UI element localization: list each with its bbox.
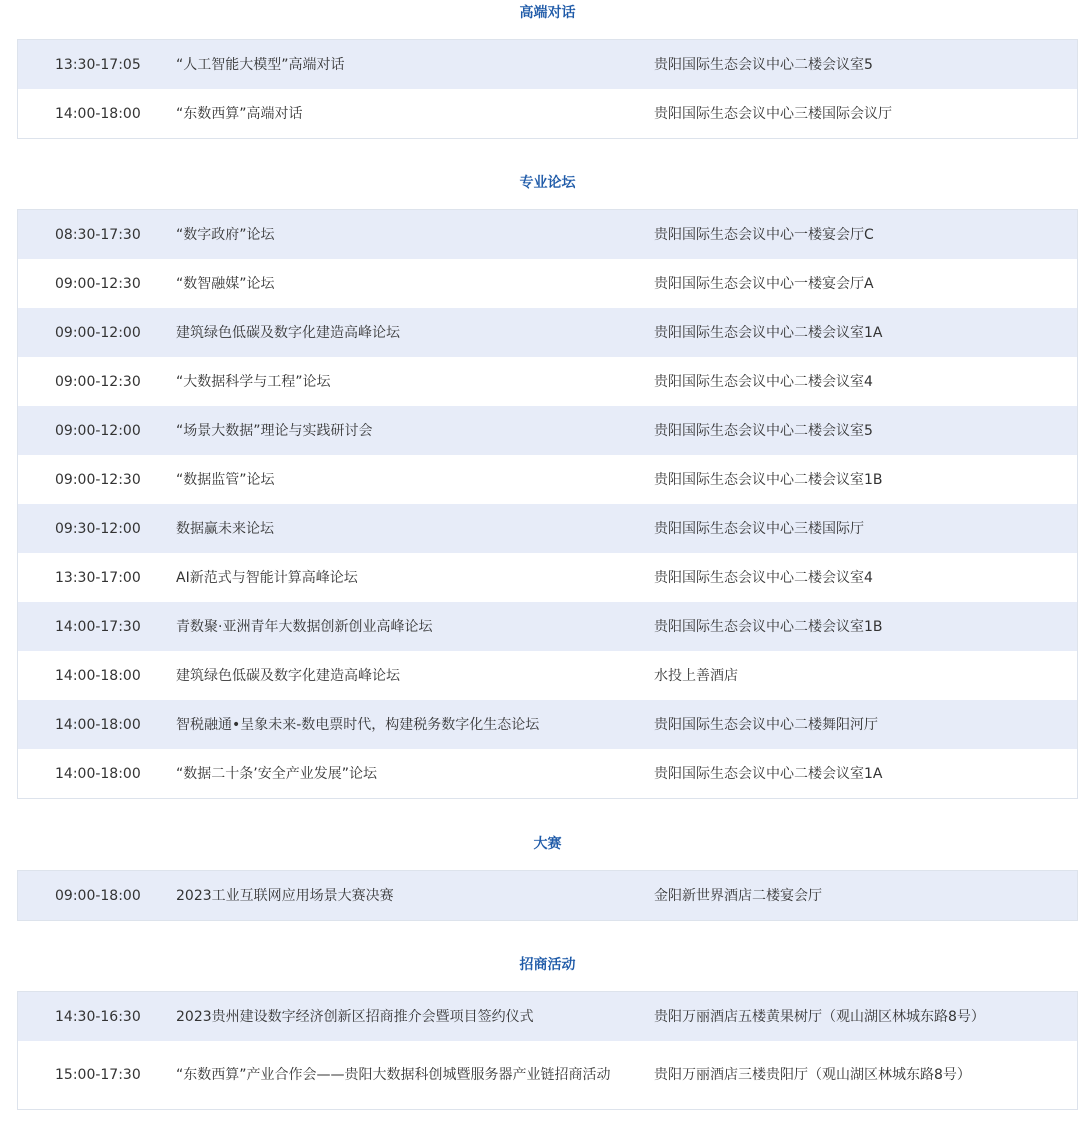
session-venue: 金阳新世界酒店二楼宴会厅 xyxy=(654,887,822,904)
session-name: “场景大数据”理论与实践研讨会 xyxy=(176,422,373,439)
schedule-table-investment-events xyxy=(17,991,1078,1110)
session-time: 09:00-18:00 xyxy=(55,887,141,904)
table-row xyxy=(18,89,1077,138)
table-row xyxy=(18,210,1077,259)
session-venue: 贵阳国际生态会议中心二楼舞阳河厅 xyxy=(654,716,878,733)
table-row xyxy=(18,553,1077,602)
table-row xyxy=(18,357,1077,406)
table-row xyxy=(18,871,1077,920)
session-venue: 贵阳国际生态会议中心二楼会议室1A xyxy=(654,324,883,341)
session-time: 09:00-12:00 xyxy=(55,422,141,439)
session-time: 14:00-18:00 xyxy=(55,765,141,782)
section-title-professional-forums: 专业论坛 xyxy=(519,175,576,191)
session-venue: 贵阳万丽酒店五楼黄果树厅（观山湖区林城东路8号） xyxy=(654,1008,985,1025)
session-venue: 贵阳国际生态会议中心二楼会议室1B xyxy=(654,471,883,488)
session-time: 09:00-12:00 xyxy=(55,324,141,341)
session-time: 09:00-12:30 xyxy=(55,275,141,292)
session-venue: 贵阳国际生态会议中心二楼会议室1A xyxy=(654,765,883,782)
session-venue: 贵阳国际生态会议中心三楼国际会议厅 xyxy=(654,105,892,122)
session-time: 14:30-16:30 xyxy=(55,1008,141,1025)
session-venue: 贵阳国际生态会议中心一楼宴会厅A xyxy=(654,275,874,292)
session-name: 建筑绿色低碳及数字化建造高峰论坛 xyxy=(176,667,400,684)
session-time: 15:00-17:30 xyxy=(55,1067,141,1083)
schedule-table-competition xyxy=(17,870,1078,921)
session-name: “东数西算”高端对话 xyxy=(176,105,303,122)
session-time: 14:00-18:00 xyxy=(55,716,141,733)
session-name: 建筑绿色低碳及数字化建造高峰论坛 xyxy=(176,324,400,341)
session-name: “数据监管”论坛 xyxy=(176,471,275,488)
schedule-table-professional-forums xyxy=(17,209,1078,799)
session-venue: 贵阳万丽酒店三楼贵阳厅（观山湖区林城东路8号） xyxy=(654,1067,971,1083)
table-row xyxy=(18,602,1077,651)
session-time: 14:00-18:00 xyxy=(55,667,141,684)
table-row xyxy=(18,1041,1077,1109)
session-name: 青数聚·亚洲青年大数据创新创业高峰论坛 xyxy=(176,618,433,635)
session-venue: 贵阳国际生态会议中心一楼宴会厅C xyxy=(654,226,874,243)
session-time: 09:00-12:30 xyxy=(55,471,141,488)
table-row xyxy=(18,504,1077,553)
session-time: 14:00-18:00 xyxy=(55,105,141,122)
session-venue: 贵阳国际生态会议中心三楼国际厅 xyxy=(654,520,864,537)
schedule-table-high-end-dialogue xyxy=(17,39,1078,139)
session-venue: 贵阳国际生态会议中心二楼会议室5 xyxy=(654,56,873,73)
session-name: 2023工业互联网应用场景大赛决赛 xyxy=(176,887,394,904)
session-time: 14:00-17:30 xyxy=(55,618,141,635)
session-name: 数据赢未来论坛 xyxy=(176,520,274,537)
session-name: “数智融媒”论坛 xyxy=(176,275,275,292)
table-row xyxy=(18,700,1077,749)
session-venue: 贵阳国际生态会议中心二楼会议室4 xyxy=(654,569,873,586)
table-row xyxy=(18,992,1077,1041)
session-name: “东数西算”产业合作会——贵阳大数据科创城暨服务器产业链招商活动 xyxy=(176,1067,611,1083)
session-name: “数字政府”论坛 xyxy=(176,226,275,243)
session-time: 09:30-12:00 xyxy=(55,520,141,537)
session-time: 13:30-17:00 xyxy=(55,569,141,586)
session-name: 智税融通•呈象未来-数电票时代，构建税务数字化生态论坛 xyxy=(176,716,540,733)
session-name: “数据二十条’安全产业发展”论坛 xyxy=(176,765,377,782)
table-row xyxy=(18,40,1077,89)
session-venue: 贵阳国际生态会议中心二楼会议室1B xyxy=(654,618,883,635)
session-time: 08:30-17:30 xyxy=(55,226,141,243)
table-row xyxy=(18,308,1077,357)
section-title-investment-events: 招商活动 xyxy=(519,957,576,973)
table-row xyxy=(18,749,1077,798)
section-title-high-end-dialogue: 高端对话 xyxy=(519,5,576,21)
table-row xyxy=(18,651,1077,700)
session-name: “大数据科学与工程”论坛 xyxy=(176,373,331,390)
session-name: AI新范式与智能计算高峰论坛 xyxy=(176,569,358,586)
table-row xyxy=(18,406,1077,455)
session-time: 09:00-12:30 xyxy=(55,373,141,390)
table-row xyxy=(18,259,1077,308)
session-name: “人工智能大模型”高端对话 xyxy=(176,56,345,73)
session-venue: 水投上善酒店 xyxy=(654,667,738,684)
session-venue: 贵阳国际生态会议中心二楼会议室4 xyxy=(654,373,873,390)
table-row xyxy=(18,455,1077,504)
session-name: 2023贵州建设数字经济创新区招商推介会暨项目签约仪式 xyxy=(176,1008,534,1025)
section-title-competition: 大赛 xyxy=(533,836,562,852)
session-time: 13:30-17:05 xyxy=(55,56,141,73)
session-venue: 贵阳国际生态会议中心二楼会议室5 xyxy=(654,422,873,439)
